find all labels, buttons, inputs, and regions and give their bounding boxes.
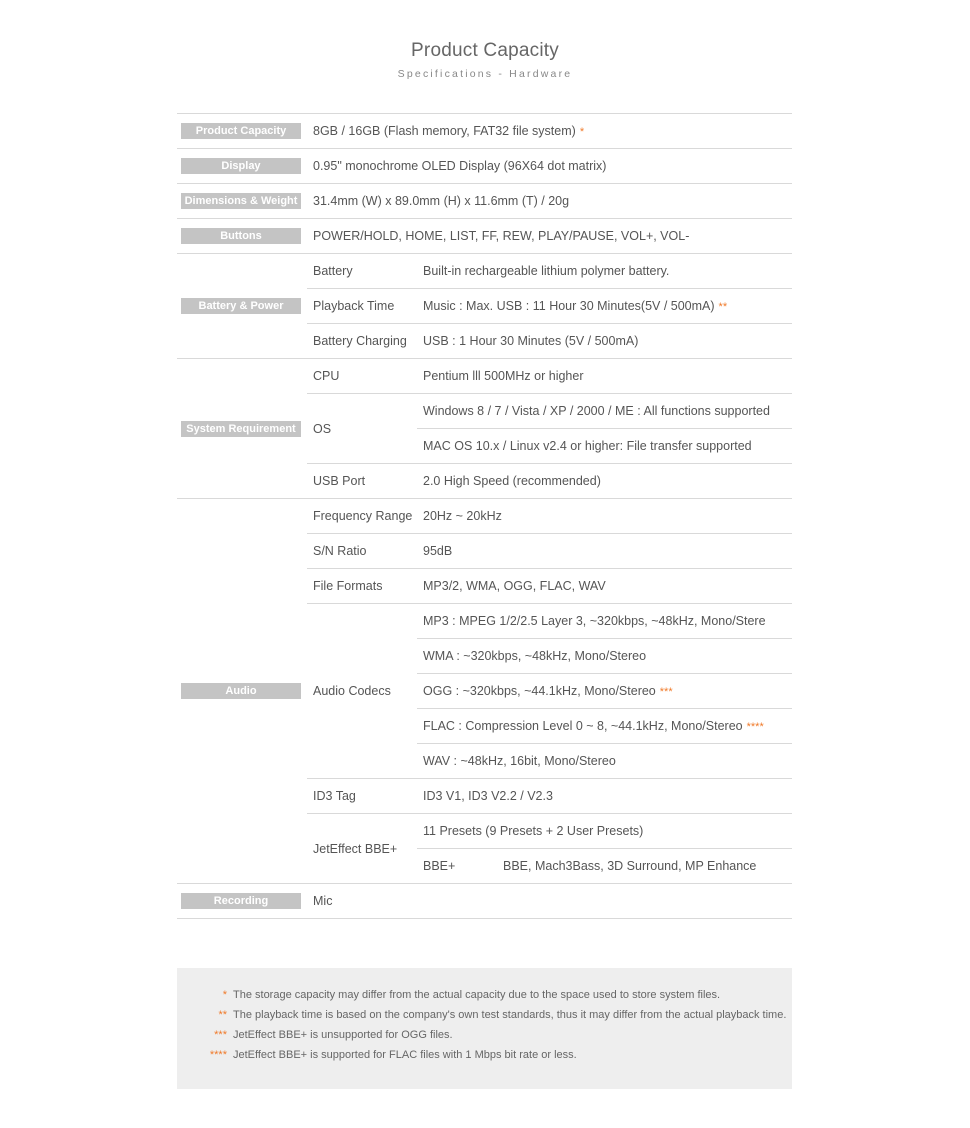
spec-value: FLAC : Compression Level 0 ~ 8, ~44.1kHz, Mono/Stereo <box>423 719 743 733</box>
footnote-text: JetEffect BBE+ is supported for FLAC files with 1 Mbps bit rate or less. <box>233 1049 577 1061</box>
spec-row-dimensions <box>177 184 792 219</box>
footnote-mark: *** <box>214 1029 227 1041</box>
spec-value: 2.0 High Speed (recommended) <box>417 464 792 499</box>
spec-name: OS <box>307 394 417 464</box>
spec-name: Playback Time <box>307 289 417 324</box>
spec-name: Frequency Range <box>307 499 417 534</box>
footnote <box>177 989 720 1001</box>
category-label: Display <box>181 158 301 174</box>
spec-value: POWER/HOLD, HOME, LIST, FF, REW, PLAY/PAUSE, VOL+, VOL- <box>307 219 792 254</box>
footnote-text: JetEffect BBE+ is unsupported for OGG files. <box>233 1029 453 1041</box>
category-label: Product Capacity <box>181 123 301 139</box>
spec-row-buttons <box>177 219 792 254</box>
spec-value: Pentium lll 500MHz or higher <box>417 359 792 394</box>
spec-row-frequency <box>177 499 792 534</box>
footnote-mark: * <box>579 126 585 138</box>
spec-name: USB Port <box>307 464 417 499</box>
spec-value: 0.95" monochrome OLED Display (96X64 dot matrix) <box>307 149 792 184</box>
footnote-mark: **** <box>746 721 764 733</box>
footnote-mark: ** <box>718 301 728 313</box>
spec-row-capacity <box>177 114 792 149</box>
category-label: Dimensions & Weight <box>181 193 301 209</box>
spec-name: Audio Codecs <box>307 604 417 779</box>
spec-value: USB : 1 Hour 30 Minutes (5V / 500mA) <box>417 324 792 359</box>
spec-value: WAV : ~48kHz, 16bit, Mono/Stereo <box>417 744 792 779</box>
category-label: System Requirement <box>181 421 301 437</box>
spec-value: Built-in rechargeable lithium polymer battery. <box>417 254 792 289</box>
footnote-mark: ** <box>218 1009 227 1021</box>
category-label: Battery & Power <box>181 298 301 314</box>
spec-row-battery <box>177 254 792 289</box>
footnote <box>177 1029 453 1041</box>
spec-row-recording <box>177 884 792 919</box>
spec-value: 95dB <box>417 534 792 569</box>
spec-value: ID3 V1, ID3 V2.2 / V2.3 <box>417 779 792 814</box>
spec-row-cpu <box>177 359 792 394</box>
spec-value: 20Hz ~ 20kHz <box>417 499 792 534</box>
footnote <box>177 1009 786 1021</box>
category-label: Audio <box>181 683 301 699</box>
spec-value: BBE, Mach3Bass, 3D Surround, MP Enhance <box>503 859 757 873</box>
spec-row-display <box>177 149 792 184</box>
spec-name: CPU <box>307 359 417 394</box>
footnote-mark: *** <box>659 686 673 698</box>
spec-value: MP3 : MPEG 1/2/2.5 Layer 3, ~320kbps, ~48kHz, Mono/Stere <box>417 604 792 639</box>
spec-value: 31.4mm (W) x 89.0mm (H) x 11.6mm (T) / 20g <box>307 184 792 219</box>
spec-value: Music : Max. USB : 11 Hour 30 Minutes(5V / 500mA) <box>423 299 715 313</box>
spec-name: JetEffect BBE+ <box>307 814 417 884</box>
footnote-text: The storage capacity may differ from the actual capacity due to the space used to store system files. <box>233 989 721 1001</box>
spec-name: S/N Ratio <box>307 534 417 569</box>
spec-name: Battery <box>307 254 417 289</box>
bbe-key: BBE+ <box>423 859 456 873</box>
footnote-mark: * <box>222 989 227 1001</box>
footnote-text: The playback time is based on the company's own test standards, thus it may differ from the actual playback time. <box>233 1009 787 1021</box>
spec-name: File Formats <box>307 569 417 604</box>
spec-name: Battery Charging <box>307 324 417 359</box>
spec-value: MAC OS 10.x / Linux v2.4 or higher: File transfer supported <box>417 429 792 464</box>
page-subtitle: Specifications - Hardware <box>397 68 573 80</box>
spec-name: ID3 Tag <box>307 779 417 814</box>
page-title: Product Capacity <box>411 40 559 61</box>
spec-value: MP3/2, WMA, OGG, FLAC, WAV <box>417 569 792 604</box>
footnotes-box <box>177 968 792 1089</box>
category-label: Recording <box>181 893 301 909</box>
spec-value: 11 Presets (9 Presets + 2 User Presets) <box>417 814 792 849</box>
spec-value: WMA : ~320kbps, ~48kHz, Mono/Stereo <box>417 639 792 674</box>
spec-value: OGG : ~320kbps, ~44.1kHz, Mono/Stereo <box>423 684 656 698</box>
spec-table <box>177 113 792 919</box>
footnote-mark: **** <box>209 1049 227 1061</box>
spec-value: Mic <box>307 884 792 919</box>
spec-value: 8GB / 16GB (Flash memory, FAT32 file system) <box>313 124 576 138</box>
footnote <box>177 1049 577 1061</box>
category-label: Buttons <box>181 228 301 244</box>
spec-value: Windows 8 / 7 / Vista / XP / 2000 / ME : All functions supported <box>417 394 792 429</box>
